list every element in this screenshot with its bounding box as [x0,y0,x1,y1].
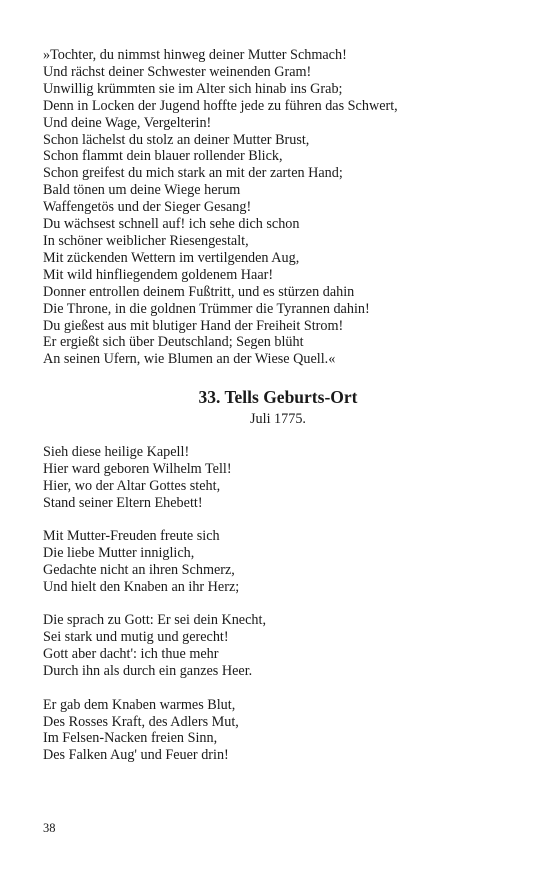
verse-line: Und deine Wage, Vergelterin! [43,114,212,131]
verse-line: Mit zückenden Wettern im vertilgenden Aug, [43,249,300,266]
verse-line: In schöner weiblicher Riesengestalt, [43,232,249,249]
verse-line: Im Felsen-Nacken freien Sinn, [43,730,218,747]
stanza [43,697,513,765]
verse-line: Und rächst deiner Schwester weinenden Gram! [43,63,312,80]
stanza [43,528,513,596]
verse-line: Schon greifest du mich stark an mit der zarten Hand; [43,165,343,182]
verse-line: Unwillig krümmten sie im Alter sich hinab ins Grab; [43,80,343,97]
verse-line: Und hielt den Knaben an ihr Herz; [43,579,240,596]
stanza [43,444,513,512]
page-body [43,47,513,781]
verse-line: Sei stark und mutig und gerecht! [43,629,229,646]
verse-line: Hier, wo der Altar Gottes steht, [43,478,221,495]
verse-line: Mit wild hinfliegendem goldenem Haar! [43,266,274,283]
verse-line: Er ergießt sich über Deutschland; Segen blüht [43,334,304,351]
verse-line: Die sprach zu Gott: Er sei dein Knecht, [43,612,266,629]
verse-line: Hier ward geboren Wilhelm Tell! [43,461,232,478]
verse-line: Denn in Locken der Jugend hoffte jede zu führen das Schwert, [43,97,398,114]
verse-line: »Tochter, du nimmst hinweg deiner Mutter Schmach! [43,47,347,63]
verse-line: Mit Mutter-Freuden freute sich [43,528,220,545]
verse-line: Du gießest aus mit blutiger Hand der Freiheit Strom! [43,317,344,334]
verse-line: An seinen Ufern, wie Blumen an der Wiese Quell.« [43,351,336,368]
verse-line: Die Throne, in die goldnen Trümmer die Tyrannen dahin! [43,300,370,317]
verse-line: Schon lächelst du stolz an deiner Mutter Brust, [43,131,310,148]
verse-line: Gedachte nicht an ihren Schmerz, [43,562,235,579]
verse-line: Schon flammt dein blauer rollender Blick, [43,148,283,165]
verse-line: Gott aber dacht': ich thue mehr [43,646,219,663]
verse-line: Du wächsest schnell auf! ich sehe dich schon [43,216,300,233]
verse-line: Des Rosses Kraft, des Adlers Mut, [43,713,239,730]
intro-poem-block [43,47,513,368]
stanza [43,612,513,680]
poem-date: Juli 1775. [250,411,306,428]
verse-line: Durch ihn als durch ein ganzes Heer. [43,663,253,680]
verse-line: Bald tönen um deine Wiege herum [43,182,241,199]
page-number: 38 [43,821,56,835]
verse-line: Stand seiner Eltern Ehebett! [43,494,203,511]
verse-line: Sieh diese heilige Kapell! [43,444,190,461]
verse-line: Des Falken Aug' und Feuer drin! [43,747,229,764]
verse-line: Waffengetös und der Sieger Gesang! [43,199,252,216]
poem-title: 33. Tells Geburts-Ort [198,387,358,408]
verse-line: Die liebe Mutter inniglich, [43,545,195,562]
verse-line: Donner entrollen deinem Fußtritt, und es stürzen dahin [43,283,355,300]
verse-line: Er gab dem Knaben warmes Blut, [43,696,236,713]
